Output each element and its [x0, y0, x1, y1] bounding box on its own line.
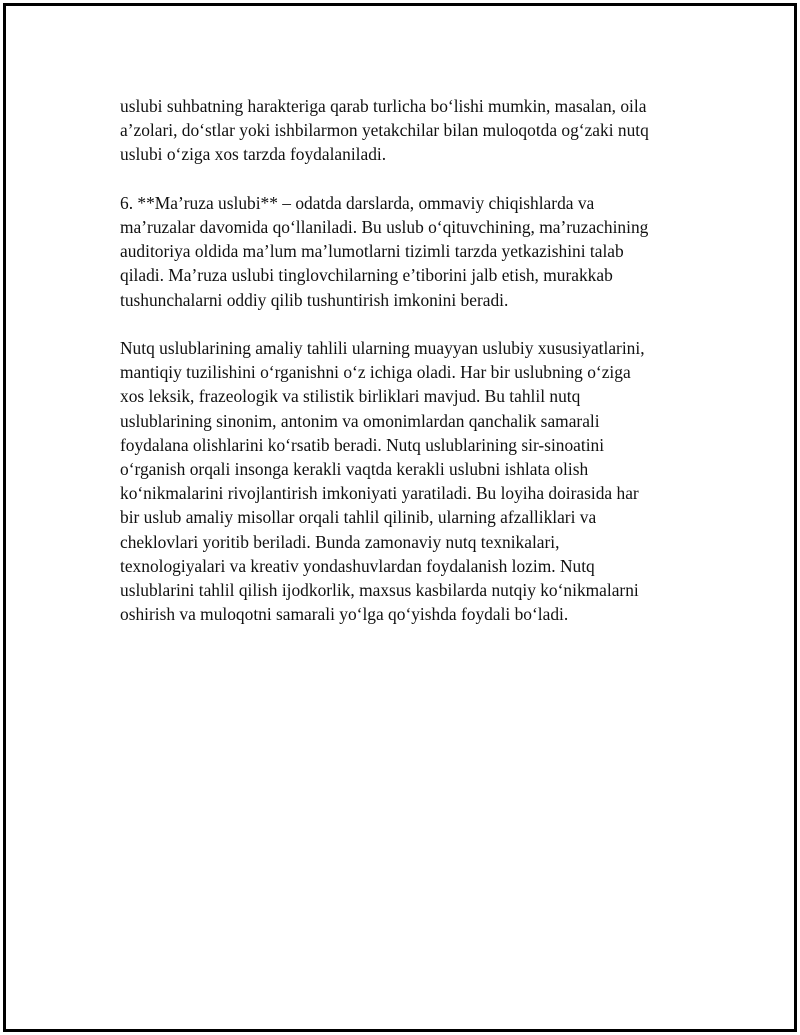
paragraph-2	[120, 191, 700, 312]
text-line: uslubi o‘ziga xos tarzda foydalaniladi.	[120, 144, 387, 165]
text-line: tushunchalarni oddiy qilib tushuntirish imkonini beradi.	[120, 289, 509, 310]
text-line: o‘rganish orqali insonga kerakli vaqtda kerakli uslubni ishlata olish	[120, 459, 589, 480]
text-line: foydalana olishlarini ko‘rsatib beradi. Nutq uslublarining sir-sinoatini	[120, 434, 605, 455]
document-body	[120, 94, 700, 651]
text-line: ma’ruzalar davomida qo‘llaniladi. Bu uslub o‘qituvchining, ma’ruzachining	[120, 217, 649, 237]
text-line: Nutq uslublarining amaliy tahlili ularning muayyan uslubiy xususiyatlarini,	[120, 338, 645, 358]
text-line: oshirish va muloqotni samarali yo‘lga qo‘yishda foydali bo‘ladi.	[120, 604, 569, 625]
paragraph-3	[120, 336, 700, 626]
text-line: cheklovlari yoritib beriladi. Bunda zamonaviy nutq texnikalari,	[120, 531, 560, 552]
document-page	[3, 3, 797, 1032]
text-line: auditoriya oldida ma’lum ma’lumotlarni tizimli tarzda yetkazishini talab	[120, 241, 624, 262]
text-line: mantiqiy tuzilishini o‘rganishni o‘z ichiga oladi. Har bir uslubning o‘ziga	[120, 362, 631, 383]
text-line: ko‘nikmalarini rivojlantirish imkoniyati yaratiladi. Bu loyiha doirasida har	[120, 483, 639, 504]
text-line: xos leksik, frazeologik va stilistik birliklari mavjud. Bu tahlil nutq	[120, 386, 581, 407]
text-line: uslubi suhbatning harakteriga qarab turlicha bo‘lishi mumkin, masalan, oila	[120, 96, 647, 116]
text-line: a’zolari, do‘stlar yoki ishbilarmon yetakchilar bilan muloqotda og‘zaki nutq	[120, 120, 649, 141]
text-line: 6. **Ma’ruza uslubi** – odatda darslarda, ommaviy chiqishlarda va	[120, 192, 595, 213]
text-line: uslublarini tahlil qilish ijodkorlik, maxsus kasbilarda nutqiy ko‘nikmalarni	[120, 580, 639, 601]
text-line: bir uslub amaliy misollar orqali tahlil qilinib, ularning afzalliklari va	[120, 507, 597, 528]
paragraph-1	[120, 94, 700, 167]
text-line: texnologiyalari va kreativ yondashuvlardan foydalanish lozim. Nutq	[120, 555, 595, 576]
text-line: qiladi. Ma’ruza uslubi tinglovchilarning e’tiborini jalb etish, murakkab	[120, 265, 613, 286]
text-line: uslublarining sinonim, antonim va omonimlardan qanchalik samarali	[120, 410, 600, 431]
